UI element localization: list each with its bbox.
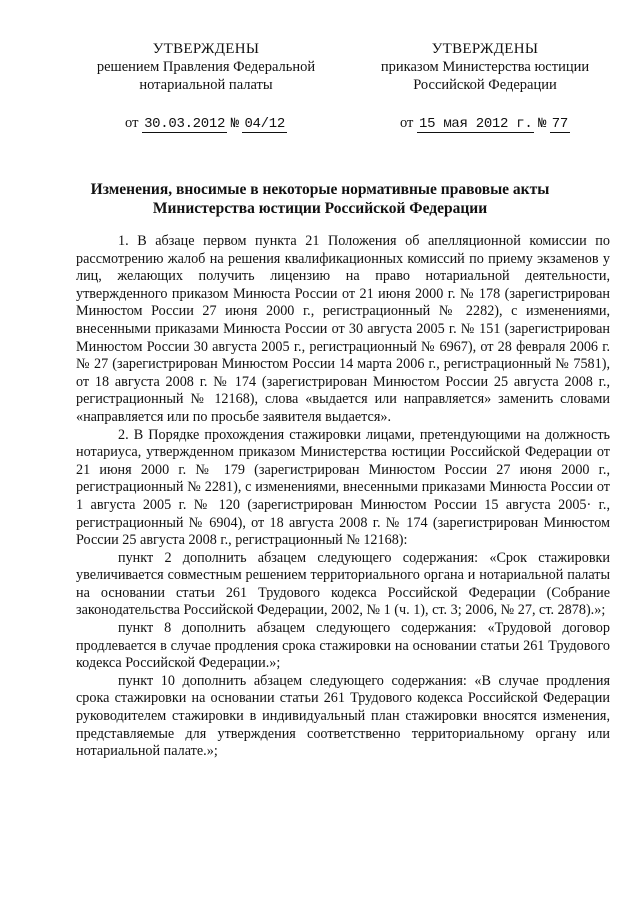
body-paragraph: пункт 2 дополнить абзацем следующего содержания: «Срок стажировки увеличивается совместным решением территориального органа и нотариальной палаты на основании статьи 261 Трудового кодекса Российской Федерации (Собрание законодательства Российской Федерации, 2002, № 1 (ч. 1), ст. 3; 2006, № 27, ст. 2878).»; xyxy=(76,549,610,619)
stamp-number: 77 xyxy=(551,116,568,132)
stamp-heading: УТВЕРЖДЕНЫ xyxy=(152,41,260,57)
stamp-line: нотариальной палаты xyxy=(139,77,273,93)
document-title xyxy=(60,180,580,218)
stamp-date-line xyxy=(125,114,287,133)
title-line: Министерства юстиции Российской Федерации xyxy=(152,200,488,217)
approval-stamp-notary-chamber xyxy=(76,40,336,133)
stamp-date: 15 мая 2012 г. xyxy=(419,116,533,132)
stamp-number: 04/12 xyxy=(244,116,285,132)
title-line: Изменения, вносимые в некоторые нормативные правовые акты xyxy=(90,181,550,198)
body-paragraph: 1. В абзаце первом пункта 21 Положения об апелляционной комиссии по рассмотрению жалоб на решения квалификационных комиссий по приему экзаменов у лиц, желающих получить лицензию на право нотариальной деятельности, утвержденного приказом Минюста России от 21 июня 2000 г. № 178 (зарегистрирован Минюстом России 27 июня 2000 г., регистрационный № 2282), с изменениями, внесенными приказами Минюста России от 30 августа 2005 г. № 151 (зарегистрирован Минюстом России 30 августа 2005 г., регистрационный № 6967), от 28 февраля 2006 г. № 27 (зарегистрирован Минюстом России 14 марта 2006 г., регистрационный № 7581), от 18 августа 2008 г. № 174 (зарегистрирован Минюстом России 25 августа 2008 г., регистрационный № 12168), слова «выдается или направляется» заменить словами «направляется или по просьбе заявителя выдается». xyxy=(76,233,610,425)
date-prefix: от xyxy=(125,115,139,131)
stamp-heading: УТВЕРЖДЕНЫ xyxy=(431,41,539,57)
body-paragraph: 2. В Порядке прохождения стажировки лицами, претендующими на должность нотариуса, утвержденном приказом Министерства юстиции Российской Федерации от 21 июня 2000 г. № 179 (зарегистрирован Минюстом России 27 июня 2000 г., регистрационный № 2281), с изменениями, внесенными приказами Минюста России от 1 августа 2005 г. № 120 (зарегистрирован Минюстом России 15 августа 2005· г., регистрационный № 6904), от 18 августа 2008 г. № 174 (зарегистрирован Минюстом России 25 августа 2008 г., регистрационный № 12168): xyxy=(76,426,610,549)
date-prefix: от xyxy=(399,115,414,131)
number-sign: № xyxy=(230,116,239,132)
number-sign: № xyxy=(538,116,547,132)
approval-stamp-ministry xyxy=(370,40,600,133)
stamp-date: 30.03.2012 xyxy=(144,116,226,132)
stamp-date-line xyxy=(400,114,570,133)
document-body xyxy=(76,233,610,761)
stamp-line: Российской Федерации xyxy=(413,77,557,93)
body-paragraph: пункт 10 дополнить абзацем следующего содержания: «В случае продления срока стажировки на основании статьи 261 Трудового кодекса Российской Федерации руководителем стажировки в индивидуальный план стажировки вносятся изменения, представляемые для утверждения соответственно территориальному органу или нотариальной палате.»; xyxy=(76,672,610,760)
stamp-line: решением Правления Федеральной xyxy=(96,59,316,75)
stamp-line: приказом Министерства юстиции xyxy=(380,59,590,75)
body-paragraph: пункт 8 дополнить абзацем следующего содержания: «Трудовой договор продлевается в случае продления срока стажировки на основании статьи 261 Трудового кодекса Российской Федерации.»; xyxy=(76,620,610,672)
